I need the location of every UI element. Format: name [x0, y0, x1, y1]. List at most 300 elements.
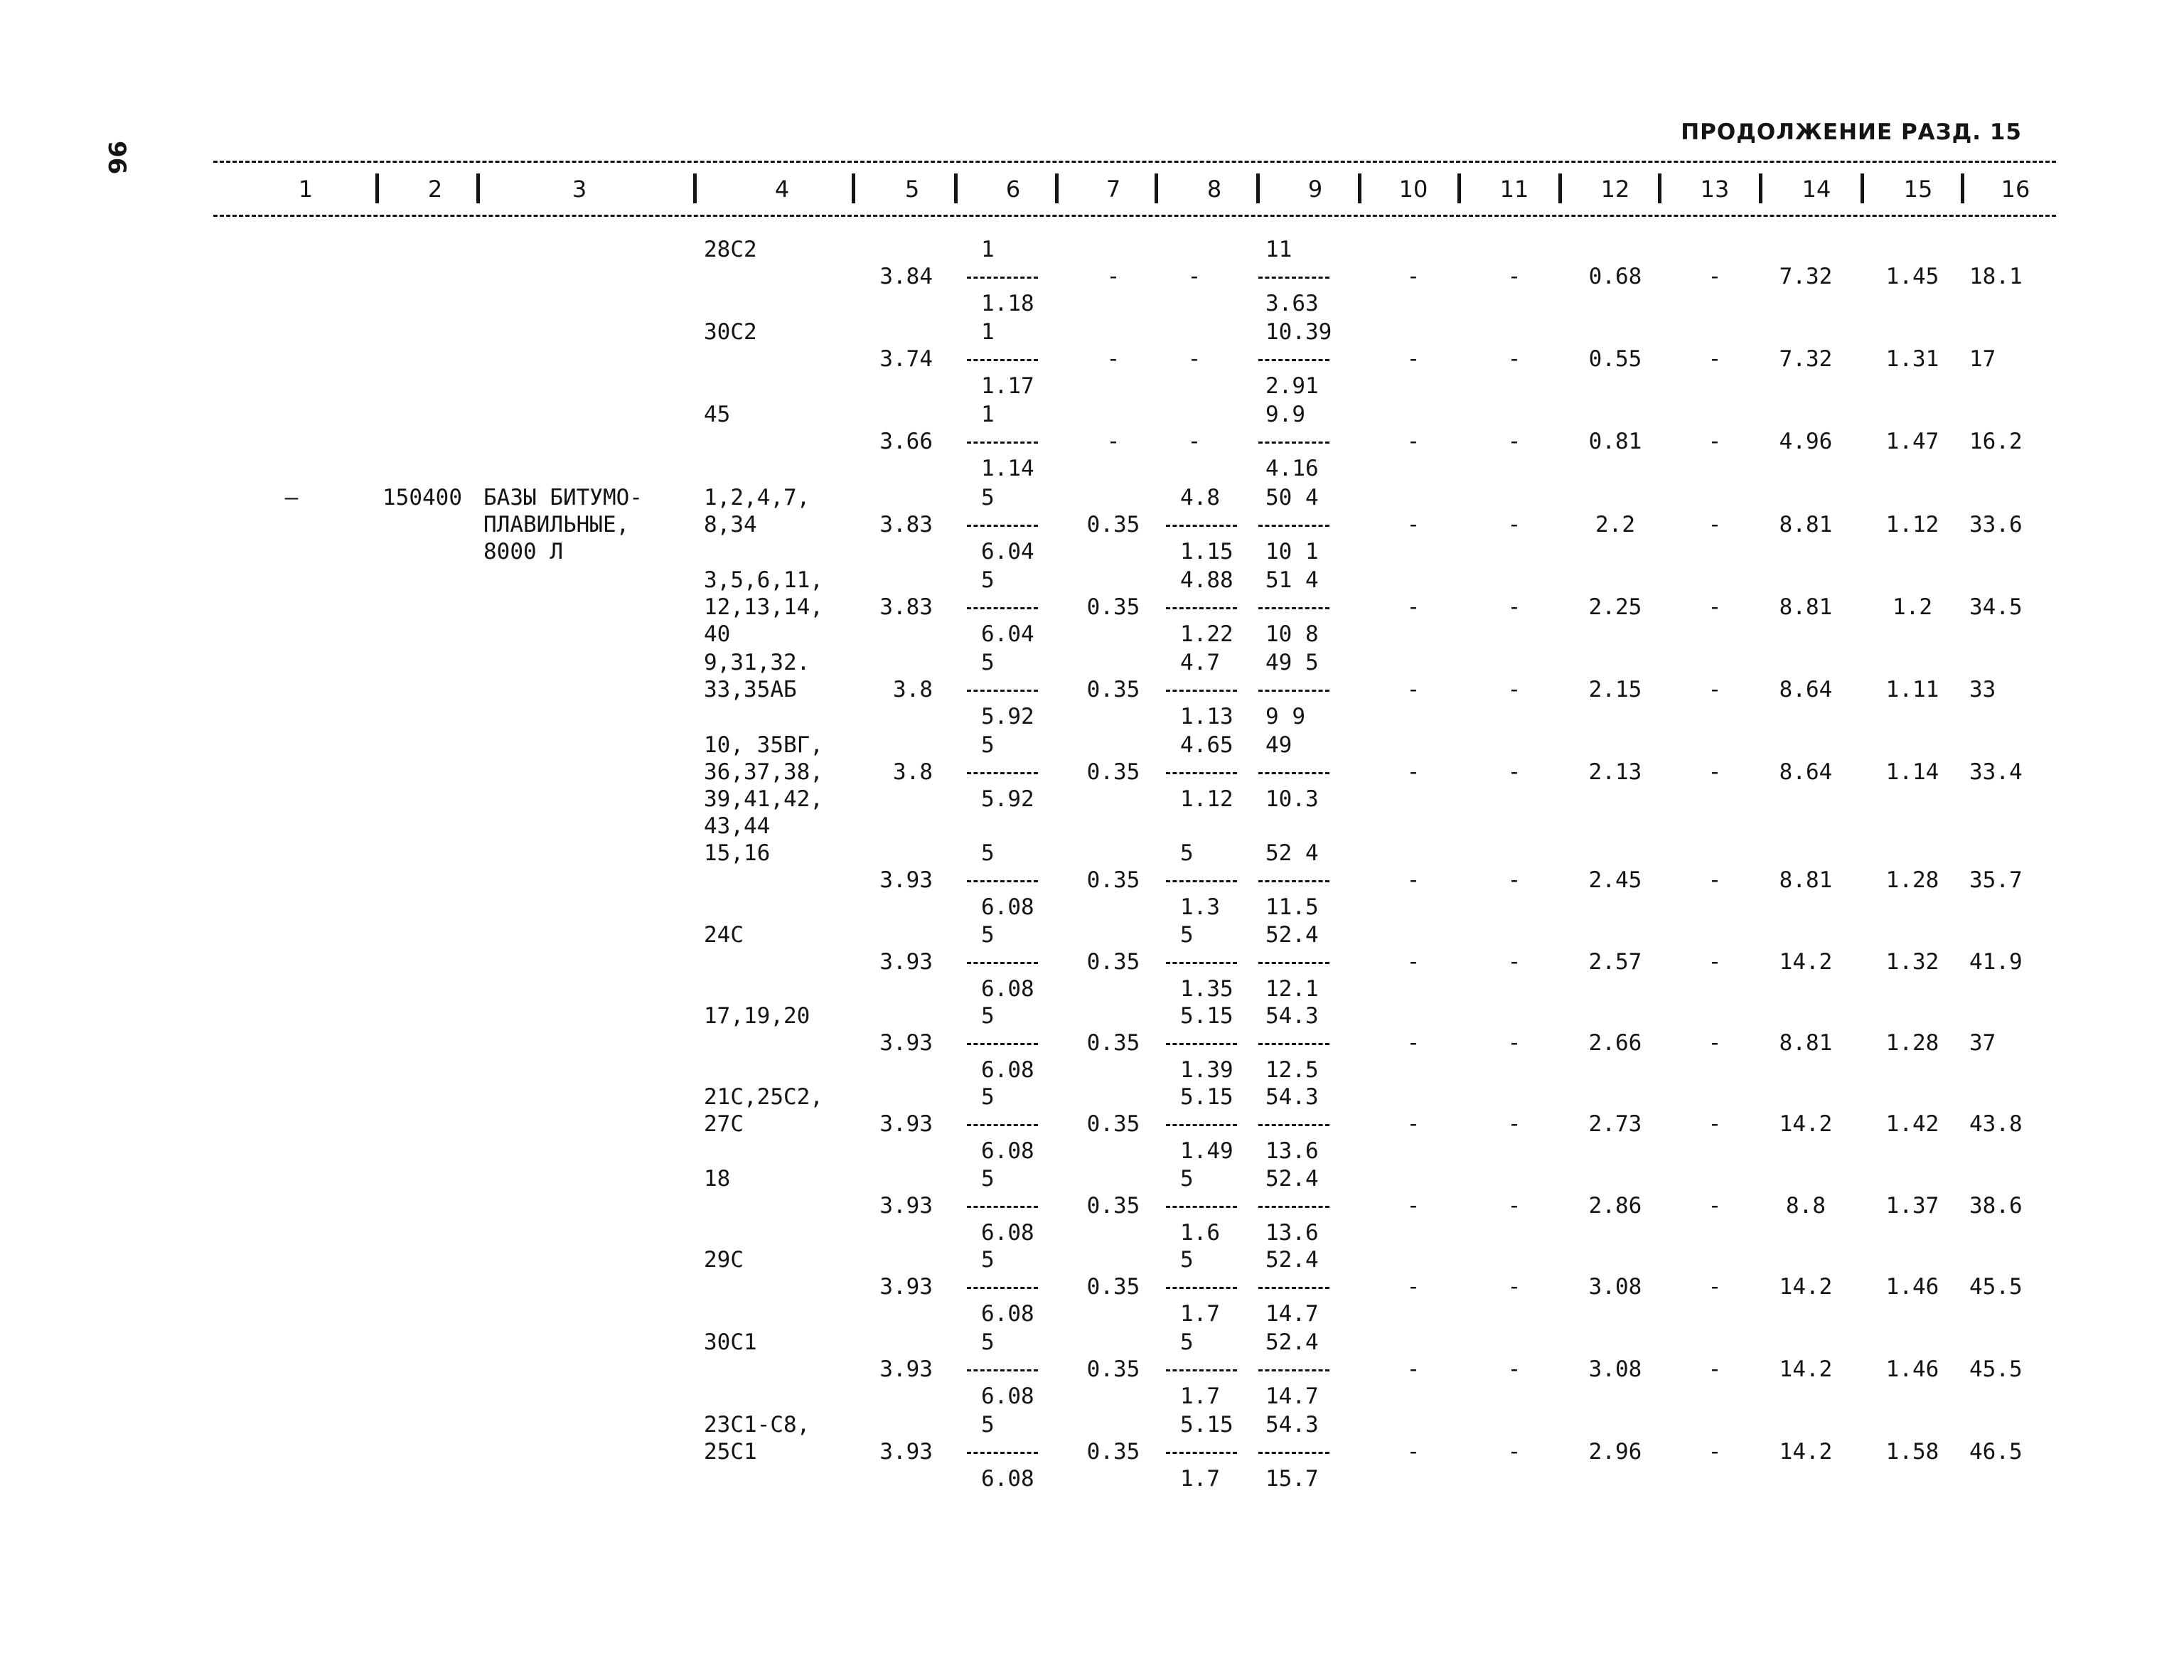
row-col12: 2.66 — [1588, 1030, 1642, 1056]
row-col7: 0.35 — [1086, 759, 1140, 785]
fraction-line — [1166, 1124, 1237, 1126]
row-col16: 17 — [1969, 346, 1996, 372]
row-col7: 0.35 — [1086, 1274, 1140, 1300]
column-header-7: 7 — [1106, 176, 1121, 203]
row-col13: - — [1708, 1439, 1722, 1465]
row-col6-numerator: 5 — [981, 1329, 995, 1355]
fraction-line — [967, 1124, 1038, 1126]
row-col6-denominator: 6.08 — [981, 1138, 1034, 1164]
row-col9-denominator: 10 8 — [1265, 621, 1319, 647]
row-col8-numerator: 5.15 — [1180, 1084, 1233, 1110]
row-designation: 30С1 — [704, 1329, 757, 1355]
row-col11: - — [1507, 677, 1521, 702]
row-col7: 0.35 — [1086, 867, 1140, 893]
row-col12: 2.13 — [1588, 759, 1642, 785]
row-col8-denominator: 1.6 — [1180, 1220, 1220, 1246]
row-col8-denominator: 1.7 — [1180, 1301, 1220, 1327]
row-col8-denominator: 1.3 — [1180, 894, 1220, 920]
row-col6-numerator: 5 — [981, 1166, 995, 1192]
row-designation: 3,5,6,11, — [704, 567, 823, 593]
row-col16: 45.5 — [1969, 1357, 2023, 1382]
fraction-line — [1166, 1452, 1237, 1454]
row-col12: 2.96 — [1588, 1439, 1642, 1465]
row-col8: - — [1187, 264, 1201, 289]
row-col11: - — [1507, 1111, 1521, 1137]
row-col9-numerator: 52.4 — [1265, 1166, 1319, 1192]
row-col14: 14.2 — [1779, 1357, 1833, 1382]
row-col9-numerator: 10.39 — [1265, 319, 1332, 345]
fraction-line — [1258, 1452, 1329, 1454]
row-designation: 9,31,32. — [704, 650, 810, 675]
row-col6-numerator: 5 — [981, 1084, 995, 1110]
row-col9-numerator: 54.3 — [1265, 1412, 1319, 1438]
row-col9-denominator: 13.6 — [1265, 1220, 1319, 1246]
row-col9-numerator: 52.4 — [1265, 1247, 1319, 1273]
row-designation: 21С,25С2, — [704, 1084, 823, 1110]
row-col16: 35.7 — [1969, 867, 2023, 893]
row-col14: 14.2 — [1779, 1274, 1833, 1300]
row-col15: 1.37 — [1885, 1193, 1939, 1219]
row-designation: 24С — [704, 922, 744, 948]
row-col11: - — [1507, 867, 1521, 893]
row-col13: - — [1708, 512, 1722, 537]
row-col5: 3.93 — [879, 1193, 933, 1219]
row-col5: 3.84 — [879, 264, 933, 289]
row-col9-numerator: 11 — [1265, 237, 1292, 262]
fraction-line — [1166, 1369, 1237, 1371]
row-col5: 3.93 — [879, 867, 933, 893]
row-col14: 8.81 — [1779, 1030, 1833, 1056]
row-col6-denominator: 6.08 — [981, 894, 1034, 920]
row-col13: - — [1708, 677, 1722, 702]
row-col15: 1.12 — [1885, 512, 1939, 537]
fraction-line — [967, 1043, 1038, 1045]
row-col14: 8.81 — [1779, 867, 1833, 893]
row-col9-numerator: 54.3 — [1265, 1003, 1319, 1029]
column-header-14: 14 — [1802, 176, 1831, 203]
row-col10: - — [1406, 1274, 1420, 1300]
row-col14: 7.32 — [1779, 264, 1833, 289]
fraction-line — [967, 277, 1038, 279]
row-col15: 1.47 — [1885, 429, 1939, 454]
row-col10: - — [1406, 1193, 1420, 1219]
row-col16: 41.9 — [1969, 949, 2023, 975]
row-col6-denominator: 6.08 — [981, 976, 1034, 1002]
row-col13: - — [1708, 949, 1722, 975]
fraction-line — [1258, 772, 1329, 774]
row-col10: - — [1406, 1357, 1420, 1382]
row-col13: - — [1708, 264, 1722, 289]
fraction-line — [1258, 1206, 1329, 1208]
row-col12: 0.55 — [1588, 346, 1642, 372]
column-header-16: 16 — [2001, 176, 2030, 203]
row-col9-numerator: 54.3 — [1265, 1084, 1319, 1110]
row-col10: - — [1406, 677, 1420, 702]
row-col16: 45.5 — [1969, 1274, 2023, 1300]
row-col5: 3.93 — [879, 1030, 933, 1056]
row-col12: 3.08 — [1588, 1274, 1642, 1300]
row-col13: - — [1708, 1030, 1722, 1056]
row-col10: - — [1406, 512, 1420, 537]
row-col7: - — [1106, 346, 1120, 372]
row-designation: 45 — [704, 402, 731, 427]
row-col9-numerator: 51 4 — [1265, 567, 1319, 593]
row-col11: - — [1507, 949, 1521, 975]
row-col10: - — [1406, 594, 1420, 620]
row-col9-denominator: 12.5 — [1265, 1057, 1319, 1083]
row-col12: 0.81 — [1588, 429, 1642, 454]
row-col15: 1.46 — [1885, 1357, 1939, 1382]
row-col6-denominator: 6.08 — [981, 1220, 1034, 1246]
row-col8-denominator: 1.7 — [1180, 1466, 1220, 1492]
row-col7: 0.35 — [1086, 512, 1140, 537]
row-col9-denominator: 15.7 — [1265, 1466, 1319, 1492]
column-header-6: 6 — [1005, 176, 1021, 203]
row-col10: - — [1406, 1111, 1420, 1137]
row-col5: 3.74 — [879, 346, 933, 372]
row-col12: 2.73 — [1588, 1111, 1642, 1137]
row-designation: 29С — [704, 1247, 744, 1273]
row-col14: 14.2 — [1779, 1111, 1833, 1137]
fraction-line — [967, 525, 1038, 527]
row-designation: 28С2 — [704, 237, 757, 262]
column-header-15: 15 — [1903, 176, 1933, 203]
row-col16: 34.5 — [1969, 594, 2023, 620]
fraction-line — [967, 442, 1038, 444]
row-col12: 2.2 — [1595, 512, 1635, 537]
fraction-line — [1258, 690, 1329, 692]
row-col9-numerator: 50 4 — [1265, 485, 1319, 510]
row-col13: - — [1708, 429, 1722, 454]
row-col14: 8.81 — [1779, 512, 1833, 537]
row-col14: 14.2 — [1779, 949, 1833, 975]
row-col7: 0.35 — [1086, 1439, 1140, 1465]
group-code: 150400 — [382, 485, 462, 510]
row-col13: - — [1708, 1274, 1722, 1300]
row-col9-denominator: 9 9 — [1265, 704, 1305, 729]
row-col13: - — [1708, 1111, 1722, 1137]
row-col8-numerator: 5 — [1180, 922, 1194, 948]
column-header-8: 8 — [1206, 176, 1222, 203]
column-header-2: 2 — [427, 176, 443, 203]
column-header-12: 12 — [1600, 176, 1630, 203]
row-col9-denominator: 4.16 — [1265, 456, 1319, 481]
fraction-line — [1258, 442, 1329, 444]
row-col15: 1.58 — [1885, 1439, 1939, 1465]
row-col16: 46.5 — [1969, 1439, 2023, 1465]
fraction-line — [967, 359, 1038, 361]
row-col10: - — [1406, 867, 1420, 893]
row-col8-numerator: 5.15 — [1180, 1412, 1233, 1438]
row-col7: 0.35 — [1086, 1030, 1140, 1056]
row-col15: 1.31 — [1885, 346, 1939, 372]
row-col7: - — [1106, 264, 1120, 289]
fraction-line — [967, 1452, 1038, 1454]
row-col6-denominator: 6.04 — [981, 539, 1034, 565]
row-col13: - — [1708, 1357, 1722, 1382]
row-col10: - — [1406, 264, 1420, 289]
row-col15: 1.14 — [1885, 759, 1939, 785]
fraction-line — [967, 880, 1038, 882]
fraction-line — [967, 690, 1038, 692]
column-header-5: 5 — [904, 176, 920, 203]
row-col11: - — [1507, 429, 1521, 454]
row-col6-numerator: 1 — [981, 237, 995, 262]
row-col7: 0.35 — [1086, 677, 1140, 702]
row-col11: - — [1507, 1274, 1521, 1300]
row-col6-numerator: 5 — [981, 732, 995, 758]
row-col6-numerator: 5 — [981, 485, 995, 510]
row-col12: 3.08 — [1588, 1357, 1642, 1382]
row-col6-denominator: 6.08 — [981, 1384, 1034, 1409]
row-col9-denominator: 3.63 — [1265, 291, 1319, 316]
row-col14: 8.64 — [1779, 759, 1833, 785]
row-col8-denominator: 1.39 — [1180, 1057, 1233, 1083]
row-designation: 30С2 — [704, 319, 757, 345]
row-col10: - — [1406, 949, 1420, 975]
row-designation: 33,35АБ — [704, 677, 797, 702]
row-col14: 4.96 — [1779, 429, 1833, 454]
row-col13: - — [1708, 867, 1722, 893]
row-col6-numerator: 5 — [981, 650, 995, 675]
row-designation: 1,2,4,7, — [704, 485, 810, 510]
row-col8-denominator: 1.12 — [1180, 786, 1233, 812]
row-col15: 1.28 — [1885, 1030, 1939, 1056]
row-designation: 27С — [704, 1111, 744, 1137]
fraction-line — [1166, 1287, 1237, 1289]
row-col12: 2.15 — [1588, 677, 1642, 702]
row-designation: 12,13,14, — [704, 594, 823, 620]
row-col6-numerator: 5 — [981, 922, 995, 948]
row-col9-denominator: 13.6 — [1265, 1138, 1319, 1164]
row-col15: 1.32 — [1885, 949, 1939, 975]
column-header-10: 10 — [1398, 176, 1428, 203]
row-col10: - — [1406, 1030, 1420, 1056]
row-col11: - — [1507, 264, 1521, 289]
row-col7: 0.35 — [1086, 1193, 1140, 1219]
row-col16: 18.1 — [1969, 264, 2023, 289]
fraction-line — [1258, 277, 1329, 279]
row-designation: 43,44 — [704, 813, 771, 839]
row-col10: - — [1406, 346, 1420, 372]
row-col11: - — [1507, 1193, 1521, 1219]
fraction-line — [1258, 1124, 1329, 1126]
row-col16: 43.8 — [1969, 1111, 2023, 1137]
fraction-line — [1258, 525, 1329, 527]
row-col10: - — [1406, 1439, 1420, 1465]
page-number: 96 — [102, 141, 131, 175]
column-header-13: 13 — [1700, 176, 1730, 203]
row-col5: 3.8 — [893, 677, 933, 702]
row-col11: - — [1507, 346, 1521, 372]
fraction-line — [967, 1206, 1038, 1208]
row-col9-denominator: 10.3 — [1265, 786, 1319, 812]
column-header-4: 4 — [774, 176, 790, 203]
row-col6-denominator: 6.08 — [981, 1466, 1034, 1492]
row-col12: 2.45 — [1588, 867, 1642, 893]
row-col6-numerator: 5 — [981, 1247, 995, 1273]
row-col12: 0.68 — [1588, 264, 1642, 289]
group-name-line: БАЗЫ БИТУМО- — [483, 485, 643, 510]
column-header-11: 11 — [1499, 176, 1529, 203]
row-col5: 3.93 — [879, 949, 933, 975]
row-col15: 1.46 — [1885, 1274, 1939, 1300]
fraction-line — [1166, 1043, 1237, 1045]
row-col8: - — [1187, 429, 1201, 454]
row-col14: 8.64 — [1779, 677, 1833, 702]
row-col8-denominator: 1.15 — [1180, 539, 1233, 565]
row-col12: 2.57 — [1588, 949, 1642, 975]
row-col10: - — [1406, 759, 1420, 785]
row-col10: - — [1406, 429, 1420, 454]
column-header-3: 3 — [572, 176, 587, 203]
row-col13: - — [1708, 346, 1722, 372]
row-col9-numerator: 52 4 — [1265, 840, 1319, 866]
row-designation: 15,16 — [704, 840, 771, 866]
row-col8-numerator: 5.15 — [1180, 1003, 1233, 1029]
row-col9-denominator: 14.7 — [1265, 1301, 1319, 1327]
row-designation: 10, 35ВГ, — [704, 732, 823, 758]
group-col1-dash: – — [284, 485, 299, 510]
fraction-line — [1258, 607, 1329, 609]
row-col8-numerator: 5 — [1180, 1329, 1194, 1355]
row-col11: - — [1507, 759, 1521, 785]
group-name-line: ПЛАВИЛЬНЫЕ, — [483, 512, 630, 537]
row-col7: 0.35 — [1086, 1357, 1140, 1382]
row-col6-numerator: 5 — [981, 567, 995, 593]
row-col7: 0.35 — [1086, 594, 1140, 620]
row-col6-denominator: 6.08 — [981, 1057, 1034, 1083]
fraction-line — [1166, 525, 1237, 527]
row-col11: - — [1507, 1439, 1521, 1465]
row-col14: 7.32 — [1779, 346, 1833, 372]
row-col8-denominator: 1.13 — [1180, 704, 1233, 729]
row-col9-numerator: 52.4 — [1265, 922, 1319, 948]
fraction-line — [967, 607, 1038, 609]
row-col15: 1.11 — [1885, 677, 1939, 702]
row-col6-numerator: 5 — [981, 1003, 995, 1029]
row-col8-denominator: 1.49 — [1180, 1138, 1233, 1164]
row-col6-denominator: 1.17 — [981, 373, 1034, 399]
fraction-line — [1258, 1043, 1329, 1045]
row-col8: - — [1187, 346, 1201, 372]
fraction-line — [967, 772, 1038, 774]
fraction-line — [967, 1369, 1038, 1371]
row-designation: 17,19,20 — [704, 1003, 810, 1029]
row-col6-denominator: 6.04 — [981, 621, 1034, 647]
row-col5: 3.93 — [879, 1111, 933, 1137]
row-col9-numerator: 52.4 — [1265, 1329, 1319, 1355]
row-col5: 3.83 — [879, 512, 933, 537]
row-col6-numerator: 5 — [981, 840, 995, 866]
column-header-9: 9 — [1307, 176, 1323, 203]
row-col14: 14.2 — [1779, 1439, 1833, 1465]
group-name-line: 8000 Л — [483, 539, 563, 565]
row-col6-numerator: 1 — [981, 319, 995, 345]
fraction-line — [1166, 772, 1237, 774]
row-col12: 2.86 — [1588, 1193, 1642, 1219]
row-col8-denominator: 1.22 — [1180, 621, 1233, 647]
row-col6-denominator: 1.18 — [981, 291, 1034, 316]
row-designation: 23С1-С8, — [704, 1412, 810, 1438]
row-col5: 3.83 — [879, 594, 933, 620]
fraction-line — [1258, 962, 1329, 964]
row-col15: 1.2 — [1893, 594, 1932, 620]
row-col8-numerator: 5 — [1180, 1247, 1194, 1273]
row-col8-denominator: 1.7 — [1180, 1384, 1220, 1409]
row-col16: 33 — [1969, 677, 1996, 702]
row-col11: - — [1507, 594, 1521, 620]
row-col14: 8.8 — [1786, 1193, 1826, 1219]
row-col15: 1.42 — [1885, 1111, 1939, 1137]
fraction-line — [967, 962, 1038, 964]
row-col9-denominator: 14.7 — [1265, 1384, 1319, 1409]
fraction-line — [1166, 607, 1237, 609]
row-col9-numerator: 9.9 — [1265, 402, 1305, 427]
row-col5: 3.93 — [879, 1439, 933, 1465]
fraction-line — [1258, 1369, 1329, 1371]
row-col9-denominator: 11.5 — [1265, 894, 1319, 920]
row-col11: - — [1507, 512, 1521, 537]
row-col8-denominator: 1.35 — [1180, 976, 1233, 1002]
fraction-line — [1258, 880, 1329, 882]
row-col12: 2.25 — [1588, 594, 1642, 620]
fraction-line — [1166, 962, 1237, 964]
row-col13: - — [1708, 1193, 1722, 1219]
row-col9-numerator: 49 5 — [1265, 650, 1319, 675]
row-col7: 0.35 — [1086, 1111, 1140, 1137]
row-designation: 36,37,38, — [704, 759, 823, 785]
row-col13: - — [1708, 594, 1722, 620]
row-col8-numerator: 4.8 — [1180, 485, 1220, 510]
row-col15: 1.28 — [1885, 867, 1939, 893]
row-col8-numerator: 4.88 — [1180, 567, 1233, 593]
row-col5: 3.66 — [879, 429, 933, 454]
row-col16: 33.6 — [1969, 512, 2023, 537]
row-col16: 38.6 — [1969, 1193, 2023, 1219]
row-col8-numerator: 5 — [1180, 1166, 1194, 1192]
row-col6-denominator: 6.08 — [981, 1301, 1034, 1327]
row-col14: 8.81 — [1779, 594, 1833, 620]
row-col16: 16.2 — [1969, 429, 2023, 454]
row-col8-numerator: 4.7 — [1180, 650, 1220, 675]
column-header-1: 1 — [298, 176, 314, 203]
fraction-line — [1258, 1287, 1329, 1289]
row-col9-numerator: 49 — [1265, 732, 1292, 758]
row-col9-denominator: 12.1 — [1265, 976, 1319, 1002]
row-col6-denominator: 5.92 — [981, 704, 1034, 729]
row-col6-denominator: 1.14 — [981, 456, 1034, 481]
row-col7: - — [1106, 429, 1120, 454]
row-designation: 39,41,42, — [704, 786, 823, 812]
row-col8-numerator: 5 — [1180, 840, 1194, 866]
row-col5: 3.93 — [879, 1274, 933, 1300]
row-col5: 3.93 — [879, 1357, 933, 1382]
row-col11: - — [1507, 1030, 1521, 1056]
row-col16: 33.4 — [1969, 759, 2023, 785]
row-col6-numerator: 5 — [981, 1412, 995, 1438]
row-col7: 0.35 — [1086, 949, 1140, 975]
row-col6-denominator: 5.92 — [981, 786, 1034, 812]
row-col15: 1.45 — [1885, 264, 1939, 289]
fraction-line — [1258, 359, 1329, 361]
row-col6-numerator: 1 — [981, 402, 995, 427]
row-col9-denominator: 2.91 — [1265, 373, 1319, 399]
section-title: ПРОДОЛЖЕНИЕ РАЗД. 15 — [1681, 119, 2022, 145]
row-designation: 25С1 — [704, 1439, 757, 1465]
row-col9-denominator: 10 1 — [1265, 539, 1319, 565]
fraction-line — [1166, 1206, 1237, 1208]
